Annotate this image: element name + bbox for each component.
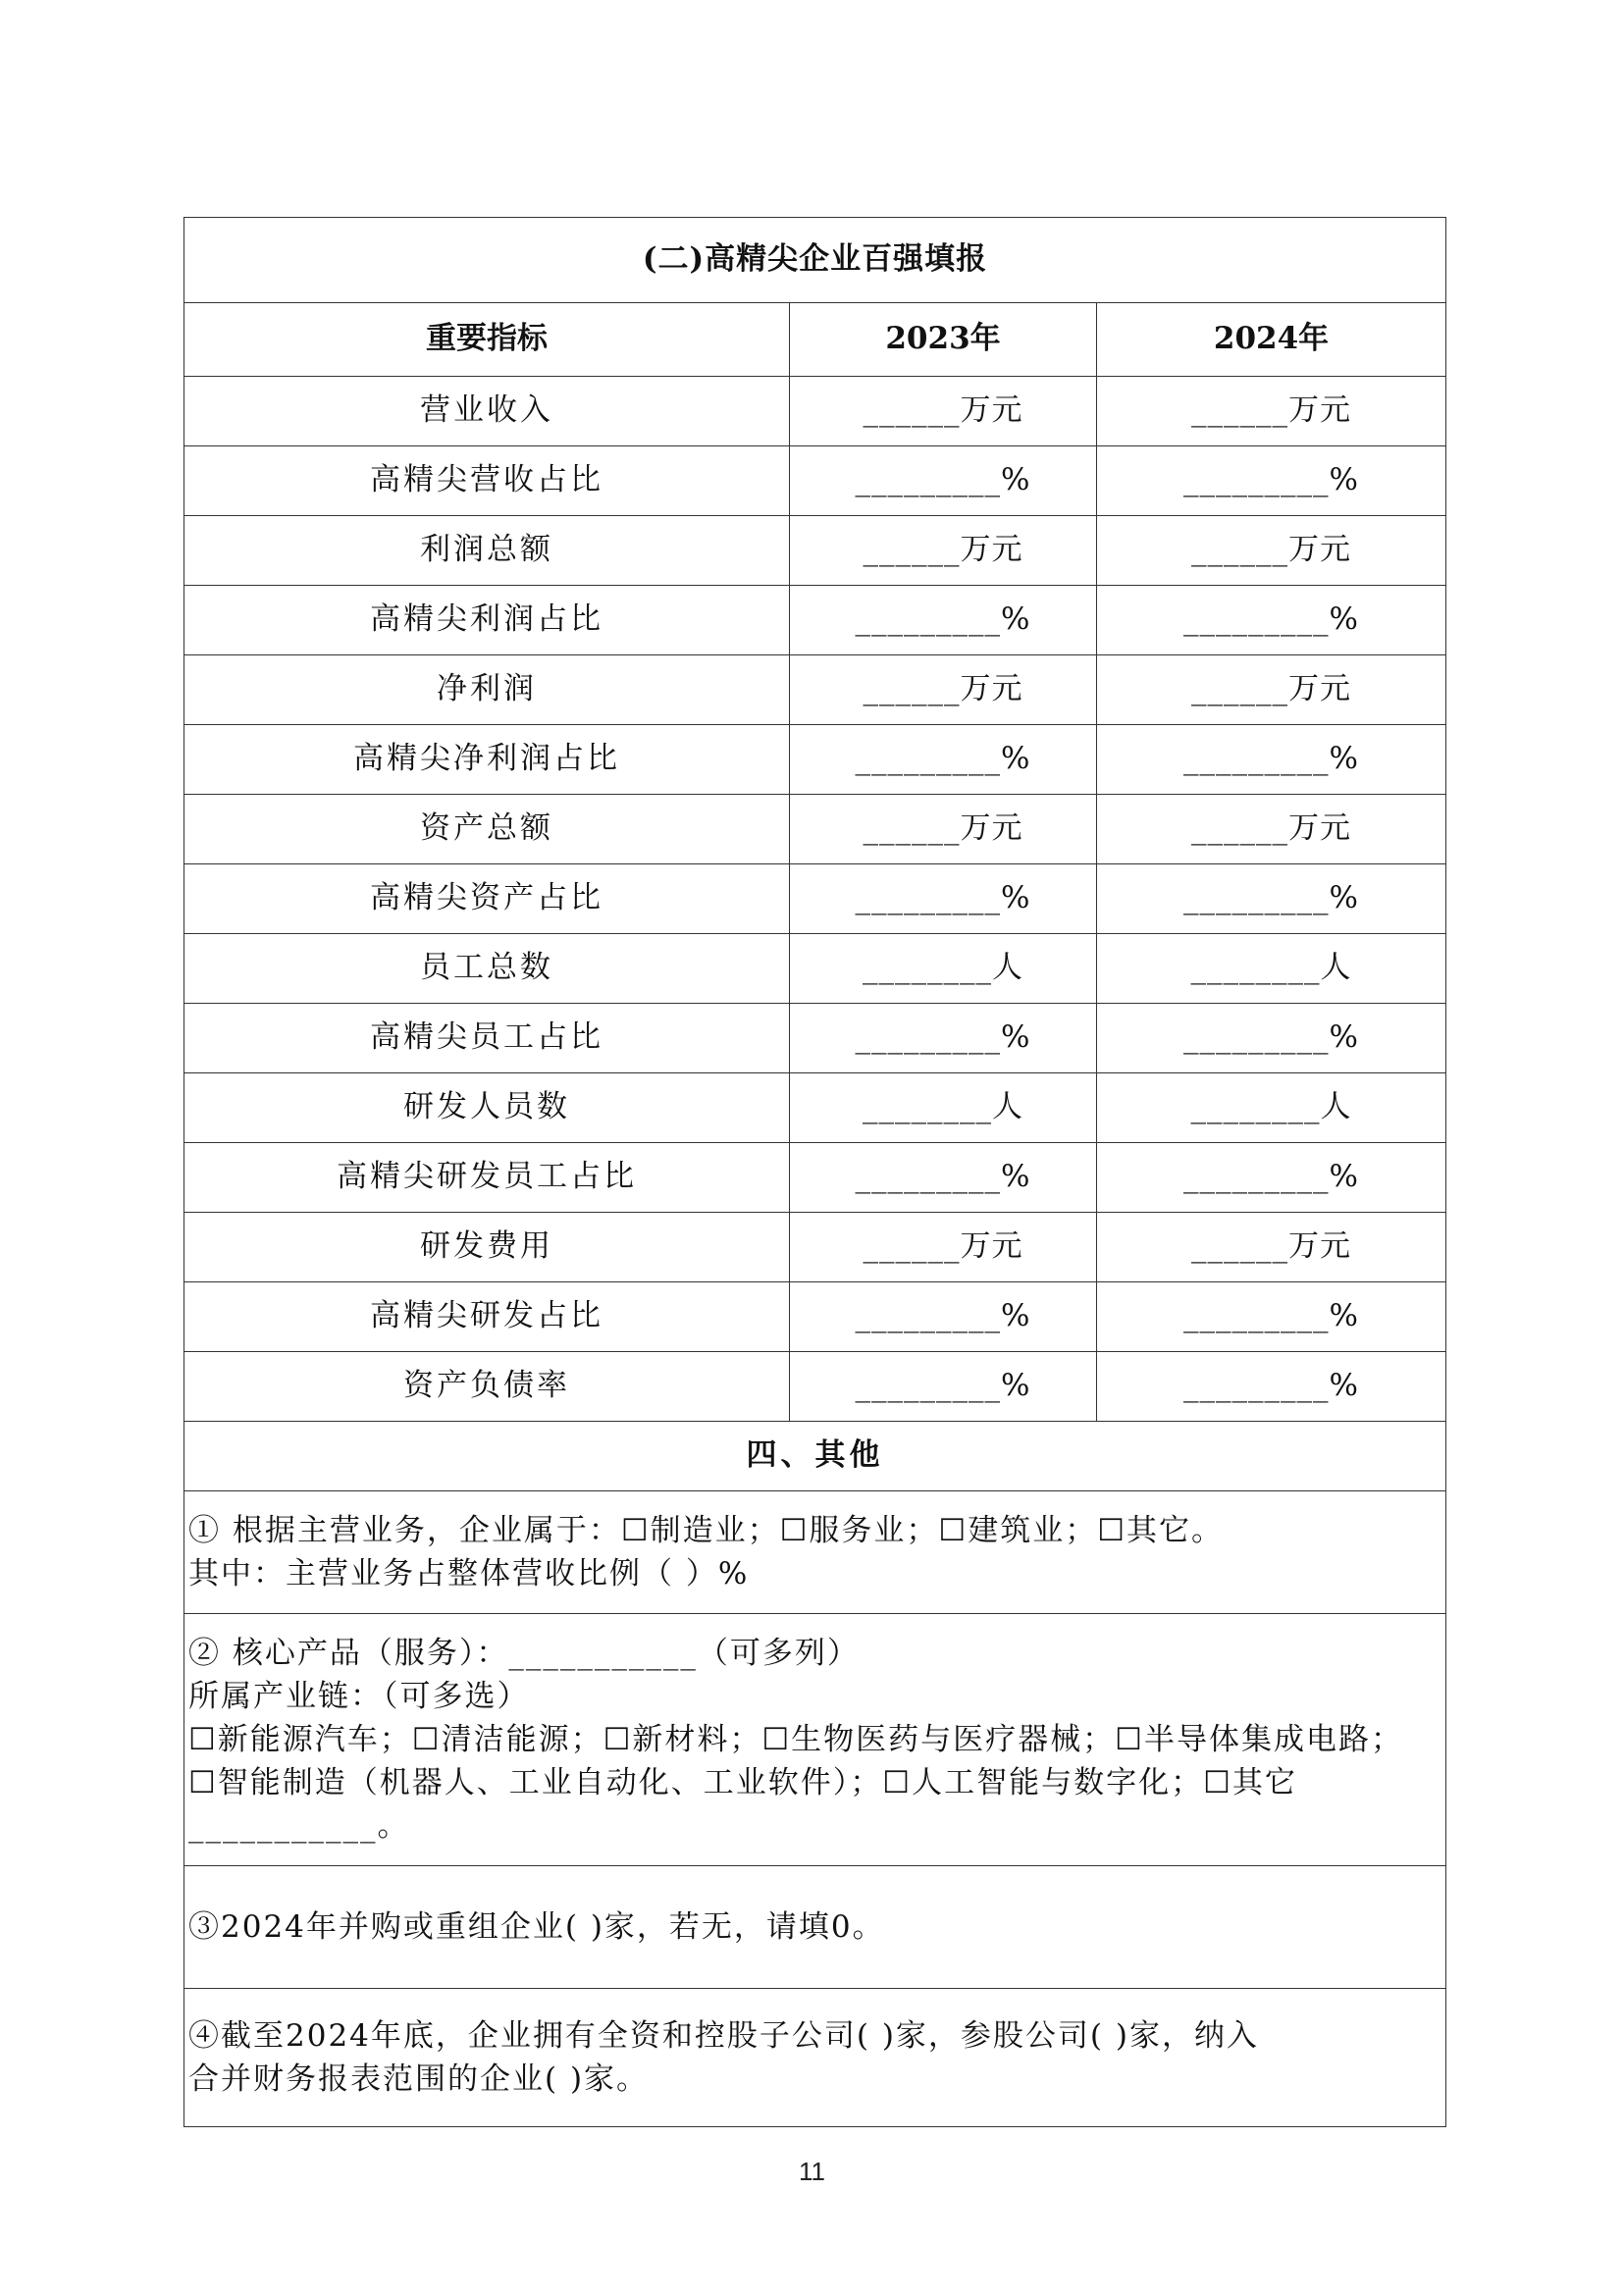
question-4-cell[interactable]: [184, 1989, 1446, 2127]
indicator-label: 高精尖研发员工占比: [184, 1143, 790, 1213]
value-2024-field[interactable]: _________%: [1097, 586, 1446, 655]
value-2024-field[interactable]: ________人: [1097, 1073, 1446, 1143]
other-section-title: 四、其他: [184, 1422, 1446, 1491]
question-1-cell[interactable]: [184, 1491, 1446, 1614]
question-4-line-2: 合并财务报表范围的企业( )家。: [188, 2061, 650, 2097]
question-3-line-1: ③2024年并购或重组企业( )家，若无，请填0。: [188, 1909, 885, 1945]
question-2-line-5: ___________。: [188, 1808, 410, 1844]
table-row: [184, 795, 1446, 864]
indicator-label: 高精尖员工占比: [184, 1004, 790, 1073]
value-2023-field[interactable]: _________%: [790, 1004, 1097, 1073]
header-2023: 2023年: [790, 303, 1097, 377]
value-2023-field[interactable]: ________人: [790, 934, 1097, 1004]
indicator-label: 研发费用: [184, 1213, 790, 1282]
question-1-row: [184, 1491, 1446, 1614]
value-2023-field[interactable]: _________%: [790, 725, 1097, 795]
question-2-line-3: ☐新能源汽车；☐清洁能源；☐新材料；☐生物医药与医疗器械；☐半导体集成电路；: [188, 1722, 1403, 1757]
value-2023-field[interactable]: _________%: [790, 446, 1097, 516]
indicator-label: 资产总额: [184, 795, 790, 864]
table-header-row: [184, 303, 1446, 377]
question-1-line-2: 其中：主营业务占整体营收比例（ ）%: [188, 1556, 750, 1591]
header-indicator: 重要指标: [184, 303, 790, 377]
value-2024-field[interactable]: ______万元: [1097, 377, 1446, 446]
table-row: [184, 1073, 1446, 1143]
indicator-label: 高精尖研发占比: [184, 1282, 790, 1352]
question-2-line-1: ② 核心产品（服务）：___________（可多列）: [188, 1636, 860, 1671]
value-2024-field[interactable]: _________%: [1097, 1282, 1446, 1352]
table-title: (二)高精尖企业百强填报: [184, 218, 1446, 303]
table-row: [184, 1004, 1446, 1073]
table-body: [184, 218, 1446, 2127]
table-row: [184, 1282, 1446, 1352]
table-row: [184, 725, 1446, 795]
value-2023-field[interactable]: ______万元: [790, 377, 1097, 446]
question-1-line-1: ① 根据主营业务，企业属于：☐制造业；☐服务业；☐建筑业；☐其它。: [188, 1513, 1225, 1548]
value-2024-field[interactable]: _________%: [1097, 1352, 1446, 1422]
value-2024-field[interactable]: ______万元: [1097, 655, 1446, 725]
page-number: 11: [799, 2157, 825, 2186]
table-row: [184, 377, 1446, 446]
indicator-label: 研发人员数: [184, 1073, 790, 1143]
question-3-cell[interactable]: [184, 1866, 1446, 1989]
value-2023-field[interactable]: _________%: [790, 864, 1097, 934]
question-2-line-4: ☐智能制造（机器人、工业自动化、工业软件）；☐人工智能与数字化；☐其它: [188, 1765, 1297, 1800]
value-2023-field[interactable]: _________%: [790, 586, 1097, 655]
indicator-label: 高精尖净利润占比: [184, 725, 790, 795]
question-2-row: [184, 1614, 1446, 1866]
indicator-label: 高精尖资产占比: [184, 864, 790, 934]
question-4-line-1: ④截至2024年底，企业拥有全资和控股子公司( )家，参股公司( )家，纳入: [188, 2018, 1259, 2054]
indicator-label: 净利润: [184, 655, 790, 725]
indicator-label: 利润总额: [184, 516, 790, 586]
table-row: [184, 1213, 1446, 1282]
table-row: [184, 864, 1446, 934]
table-row: [184, 934, 1446, 1004]
value-2024-field[interactable]: ______万元: [1097, 1213, 1446, 1282]
value-2024-field[interactable]: _________%: [1097, 1004, 1446, 1073]
value-2023-field[interactable]: ______万元: [790, 795, 1097, 864]
question-3-row: [184, 1866, 1446, 1989]
question-4-row: [184, 1989, 1446, 2127]
value-2024-field[interactable]: _________%: [1097, 864, 1446, 934]
indicator-label: 资产负债率: [184, 1352, 790, 1422]
table-row: [184, 516, 1446, 586]
header-2024: 2024年: [1097, 303, 1446, 377]
value-2024-field[interactable]: ______万元: [1097, 795, 1446, 864]
table-row: [184, 1143, 1446, 1213]
value-2023-field[interactable]: ________人: [790, 1073, 1097, 1143]
value-2023-field[interactable]: ______万元: [790, 655, 1097, 725]
table-row: [184, 655, 1446, 725]
value-2023-field[interactable]: ______万元: [790, 516, 1097, 586]
table-title-row: [184, 218, 1446, 303]
value-2024-field[interactable]: _________%: [1097, 446, 1446, 516]
indicator-label: 员工总数: [184, 934, 790, 1004]
other-section-row: [184, 1422, 1446, 1491]
indicator-label: 高精尖营收占比: [184, 446, 790, 516]
table-row: [184, 1352, 1446, 1422]
value-2024-field[interactable]: ________人: [1097, 934, 1446, 1004]
question-2-line-2: 所属产业链：（可多选）: [188, 1679, 530, 1714]
value-2023-field[interactable]: _________%: [790, 1352, 1097, 1422]
table-row: [184, 446, 1446, 516]
value-2024-field[interactable]: ______万元: [1097, 516, 1446, 586]
value-2024-field[interactable]: _________%: [1097, 725, 1446, 795]
value-2023-field[interactable]: _________%: [790, 1143, 1097, 1213]
indicator-label: 营业收入: [184, 377, 790, 446]
value-2023-field[interactable]: ______万元: [790, 1213, 1097, 1282]
indicator-label: 高精尖利润占比: [184, 586, 790, 655]
question-2-cell[interactable]: [184, 1614, 1446, 1866]
value-2024-field[interactable]: _________%: [1097, 1143, 1446, 1213]
table-row: [184, 586, 1446, 655]
value-2023-field[interactable]: _________%: [790, 1282, 1097, 1352]
indicator-form-table: [183, 217, 1446, 2127]
